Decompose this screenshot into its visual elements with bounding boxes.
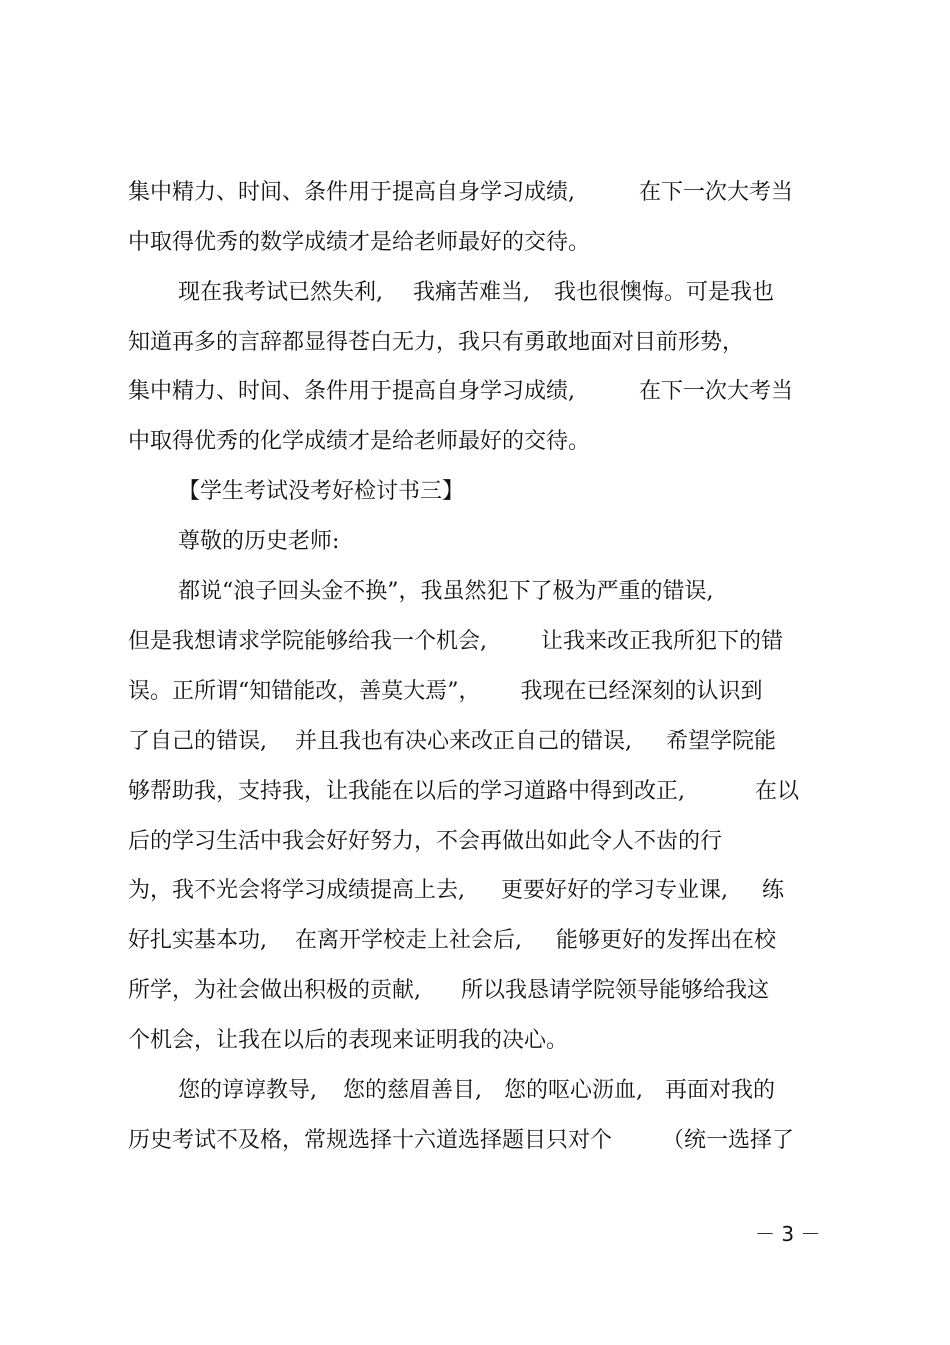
text-line-4 <box>128 328 744 358</box>
text-segment: 尊敬的历史老师: <box>178 529 340 554</box>
text-segment: 让我来改正我所犯下的错 <box>541 629 784 654</box>
text-segment: 能够更好的发挥出在校 <box>556 928 777 953</box>
text-segment: 历史考试不及格，常规选择十六道选择题目只对个 <box>128 1128 613 1153</box>
text-line-5 <box>128 377 793 407</box>
text-segment: 现在我考试已然失利, <box>178 280 383 305</box>
text-line-2 <box>128 228 590 258</box>
text-segment: 中取得优秀的化学成绩才是给老师最好的交待。 <box>128 429 591 454</box>
text-line-3 <box>178 278 774 308</box>
text-segment: 在以 <box>755 779 800 804</box>
text-segment: 所学，为社会做出积极的贡献, <box>128 978 421 1003</box>
text-segment: 了自己的错误, <box>128 729 267 754</box>
text-line-13 <box>128 777 799 807</box>
text-segment: 集中精力、时间、条件用于提高自身学习成绩, <box>128 379 575 404</box>
text-segment: 【学生考试没考好检讨书三】 <box>178 479 465 504</box>
text-line-20 <box>128 1126 794 1156</box>
text-segment: 希望学院能 <box>666 729 777 754</box>
text-segment: 但是我想请求学院能够给我一个机会, <box>128 629 487 654</box>
text-line-9 <box>178 577 714 607</box>
text-segment: 都说“浪子回头金不换”，我虽然犯下了极为严重的错误, <box>178 579 714 604</box>
text-segment: 在下一次大考当 <box>639 180 794 205</box>
text-segment: 误。正所谓“知错能改，善莫大焉”， <box>128 679 481 704</box>
text-segment: 所以我恳请学院领导能够给我这 <box>461 978 770 1003</box>
text-segment: 更要好好的学习专业课, <box>501 878 728 903</box>
text-segment: 中取得优秀的数学成绩才是给老师最好的交待。 <box>128 230 591 255</box>
text-line-1 <box>128 178 793 208</box>
text-line-16 <box>128 926 776 956</box>
text-segment: 个机会，让我在以后的表现来证明我的决心。 <box>128 1028 569 1053</box>
text-segment: 好扎实基本功, <box>128 928 267 953</box>
text-segment: 在离开学校走上社会后, <box>295 928 522 953</box>
text-line-15 <box>128 876 784 906</box>
text-segment: 您的慈眉善目, <box>343 1078 482 1103</box>
text-segment: 我痛苦难当, <box>413 280 530 305</box>
text-line-14 <box>128 827 722 857</box>
text-segment: 我也很懊悔。可是我也 <box>554 280 775 305</box>
text-segment: 并且我也有决心来改正自己的错误, <box>295 729 632 754</box>
text-line-10 <box>128 627 783 657</box>
text-segment: 您的呕心沥血, <box>504 1078 643 1103</box>
text-line-17 <box>128 976 769 1006</box>
text-segment: 在下一次大考当 <box>639 379 794 404</box>
section-heading <box>178 477 464 507</box>
salutation <box>178 527 339 557</box>
text-line-18 <box>128 1026 568 1056</box>
text-line-12 <box>128 727 776 757</box>
text-segment: 再面对我的 <box>665 1078 776 1103</box>
text-line-6 <box>128 427 590 457</box>
text-segment: 知道再多的言辞都显得苍白无力，我只有勇敢地面对目前形势， <box>128 330 745 355</box>
page-number: － 3 － <box>755 1222 821 1246</box>
text-segment: 集中精力、时间、条件用于提高自身学习成绩, <box>128 180 575 205</box>
text-segment: 为，我不光会将学习成绩提高上去, <box>128 878 465 903</box>
text-segment: 够帮助我，支持我，让我能在以后的学习道路中得到改正, <box>128 779 685 804</box>
text-line-19 <box>178 1076 775 1106</box>
text-segment: 后的学习生活中我会好好努力，不会再做出如此令人不齿的行 <box>128 829 723 854</box>
text-segment: 您的谆谆教导, <box>178 1078 317 1103</box>
text-line-11 <box>128 677 763 707</box>
text-segment: 我现在已经深刻的认识到 <box>520 679 763 704</box>
text-segment: 练 <box>762 878 785 903</box>
text-segment: （统一选择了 <box>662 1128 795 1153</box>
